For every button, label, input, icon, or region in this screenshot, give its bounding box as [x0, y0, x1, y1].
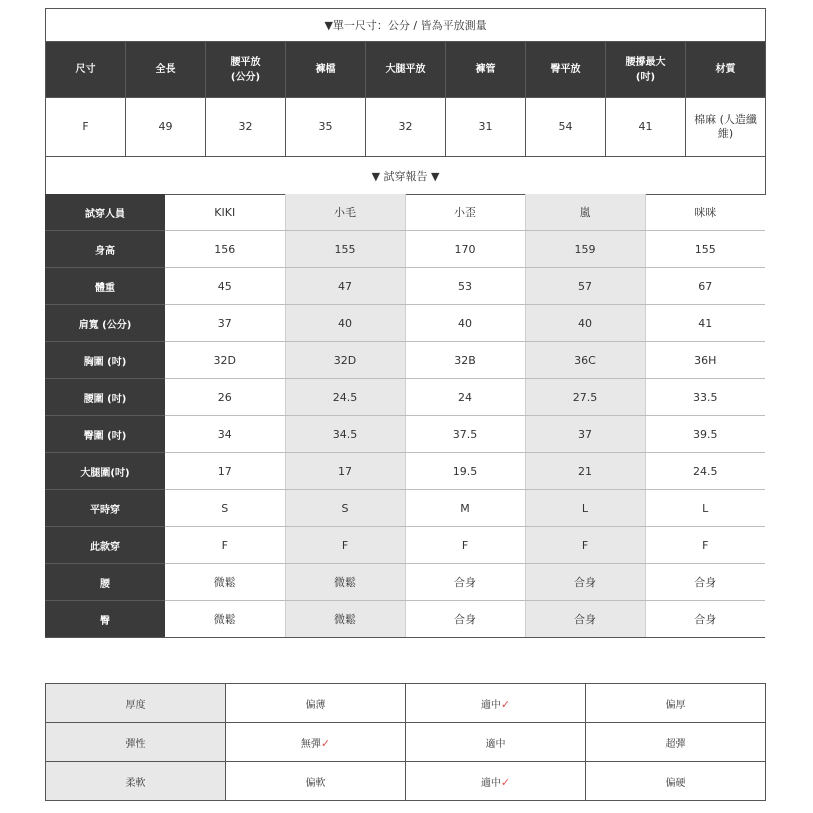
- table-cell: 微鬆: [285, 601, 405, 638]
- table-cell: 24.5: [285, 379, 405, 416]
- row-label: 身高: [45, 231, 165, 268]
- value-waist-max: 41: [606, 98, 686, 157]
- fabric-option: [586, 723, 766, 762]
- table-cell: 156: [165, 231, 285, 268]
- row-label: 臀: [45, 601, 165, 638]
- size-table-title: ▼單一尺寸：公分 / 皆為平放測量: [46, 9, 766, 42]
- table-cell: 32D: [285, 342, 405, 379]
- row-label: 胸圍 (吋): [45, 342, 165, 379]
- table-cell: S: [285, 490, 405, 527]
- fabric-row: [46, 723, 766, 762]
- table-cell: L: [525, 490, 645, 527]
- table-cell: 32B: [405, 342, 525, 379]
- table-cell: 40: [285, 305, 405, 342]
- table-row: [45, 564, 765, 601]
- table-cell: F: [165, 527, 285, 564]
- table-cell: 微鬆: [165, 601, 285, 638]
- value-total-length: 49: [126, 98, 206, 157]
- row-label: 大腿圍(吋): [45, 453, 165, 490]
- fabric-option: [406, 723, 586, 762]
- fabric-properties-table: [45, 683, 766, 801]
- value-hip-flat: 54: [526, 98, 606, 157]
- table-cell: 40: [525, 305, 645, 342]
- table-cell: F: [405, 527, 525, 564]
- header-hip-flat: 臀平放: [526, 42, 606, 98]
- row-label: 肩寬 (公分): [45, 305, 165, 342]
- header-waist-flat: 腰平放 (公分): [206, 42, 286, 98]
- table-cell: 37.5: [405, 416, 525, 453]
- table-row: [45, 527, 765, 564]
- model-header-row: [45, 194, 765, 231]
- fabric-option-label: 偏薄: [305, 699, 326, 711]
- table-cell: 21: [525, 453, 645, 490]
- fabric-label: 柔軟: [46, 762, 226, 801]
- table-cell: 41: [645, 305, 765, 342]
- table-cell: F: [525, 527, 645, 564]
- model-name: 咪咪: [645, 194, 765, 231]
- table-cell: 39.5: [645, 416, 765, 453]
- row-label: 試穿人員: [45, 194, 165, 231]
- table-cell: 27.5: [525, 379, 645, 416]
- table-cell: 155: [285, 231, 405, 268]
- size-table: [45, 8, 766, 195]
- table-row: [45, 305, 765, 342]
- table-cell: 微鬆: [285, 564, 405, 601]
- table-cell: S: [165, 490, 285, 527]
- header-thigh-flat: 大腿平放: [366, 42, 446, 98]
- table-cell: 155: [645, 231, 765, 268]
- table-cell: 67: [645, 268, 765, 305]
- table-cell: 合身: [645, 601, 765, 638]
- fabric-row: [46, 762, 766, 801]
- fabric-option-label: 無彈: [300, 738, 321, 750]
- fabric-option: [406, 684, 586, 723]
- fabric-row: [46, 684, 766, 723]
- fabric-option: [226, 723, 406, 762]
- table-row: [45, 601, 765, 638]
- table-cell: 37: [165, 305, 285, 342]
- table-cell: 26: [165, 379, 285, 416]
- table-row: [45, 231, 765, 268]
- table-cell: F: [645, 527, 765, 564]
- size-header-row: [46, 42, 766, 98]
- value-leg-opening: 31: [446, 98, 526, 157]
- header-total-length: 全長: [126, 42, 206, 98]
- table-cell: 17: [285, 453, 405, 490]
- table-cell: 57: [525, 268, 645, 305]
- table-cell: 微鬆: [165, 564, 285, 601]
- fabric-option: [586, 684, 766, 723]
- header-size: 尺寸: [46, 42, 126, 98]
- row-label: 平時穿: [45, 490, 165, 527]
- checkmark-icon: ✓: [320, 736, 331, 750]
- table-cell: 合身: [405, 564, 525, 601]
- table-cell: 19.5: [405, 453, 525, 490]
- model-name: 嵐: [525, 194, 645, 231]
- table-cell: 170: [405, 231, 525, 268]
- table-cell: 合身: [645, 564, 765, 601]
- row-label: 腰圍 (吋): [45, 379, 165, 416]
- table-row: [45, 268, 765, 305]
- table-cell: 34: [165, 416, 285, 453]
- value-rise: 35: [286, 98, 366, 157]
- table-cell: 24: [405, 379, 525, 416]
- header-waist-max: 腰撐最大 (吋): [606, 42, 686, 98]
- table-cell: 53: [405, 268, 525, 305]
- table-cell: 45: [165, 268, 285, 305]
- row-label: 體重: [45, 268, 165, 305]
- fabric-option-label: 偏軟: [305, 777, 326, 789]
- table-cell: 159: [525, 231, 645, 268]
- table-row: [45, 490, 765, 527]
- header-rise: 褲檔: [286, 42, 366, 98]
- model-name: 小毛: [285, 194, 405, 231]
- row-label: 腰: [45, 564, 165, 601]
- row-label: 此款穿: [45, 527, 165, 564]
- value-material: 棉麻 (人造纖 維): [686, 98, 766, 157]
- table-cell: 合身: [525, 564, 645, 601]
- fabric-option: [226, 762, 406, 801]
- table-cell: 24.5: [645, 453, 765, 490]
- table-cell: 37: [525, 416, 645, 453]
- value-thigh-flat: 32: [366, 98, 446, 157]
- table-cell: 36H: [645, 342, 765, 379]
- row-label: 臀圍 (吋): [45, 416, 165, 453]
- value-size: F: [46, 98, 126, 157]
- checkmark-icon: ✓: [500, 697, 511, 711]
- table-cell: 34.5: [285, 416, 405, 453]
- table-cell: 47: [285, 268, 405, 305]
- fabric-option: [406, 762, 586, 801]
- table-row: [45, 379, 765, 416]
- table-cell: 32D: [165, 342, 285, 379]
- fabric-label: 厚度: [46, 684, 226, 723]
- model-name: 小歪: [405, 194, 525, 231]
- table-cell: 40: [405, 305, 525, 342]
- fabric-option: [586, 762, 766, 801]
- fabric-option-label: 超彈: [665, 738, 686, 750]
- fabric-option-label: 適中: [485, 738, 506, 750]
- size-value-row: [46, 98, 766, 157]
- table-row: [45, 416, 765, 453]
- header-leg-opening: 褲管: [446, 42, 526, 98]
- fabric-label: 彈性: [46, 723, 226, 762]
- table-cell: L: [645, 490, 765, 527]
- fabric-option-label: 適中: [480, 699, 501, 711]
- table-cell: F: [285, 527, 405, 564]
- fabric-option-label: 偏厚: [665, 699, 686, 711]
- table-cell: M: [405, 490, 525, 527]
- fabric-option-label: 適中: [480, 777, 501, 789]
- table-cell: 33.5: [645, 379, 765, 416]
- fabric-option-label: 偏硬: [665, 777, 686, 789]
- table-cell: 36C: [525, 342, 645, 379]
- table-cell: 17: [165, 453, 285, 490]
- table-cell: 合身: [525, 601, 645, 638]
- fitting-report-table: [45, 194, 765, 638]
- table-row: [45, 342, 765, 379]
- checkmark-icon: ✓: [500, 775, 511, 789]
- value-waist-flat: 32: [206, 98, 286, 157]
- fitting-report-title: ▼ 試穿報告 ▼: [46, 157, 766, 195]
- model-name: KIKI: [165, 194, 285, 231]
- table-cell: 合身: [405, 601, 525, 638]
- fabric-option: [226, 684, 406, 723]
- header-material: 材質: [686, 42, 766, 98]
- table-row: [45, 453, 765, 490]
